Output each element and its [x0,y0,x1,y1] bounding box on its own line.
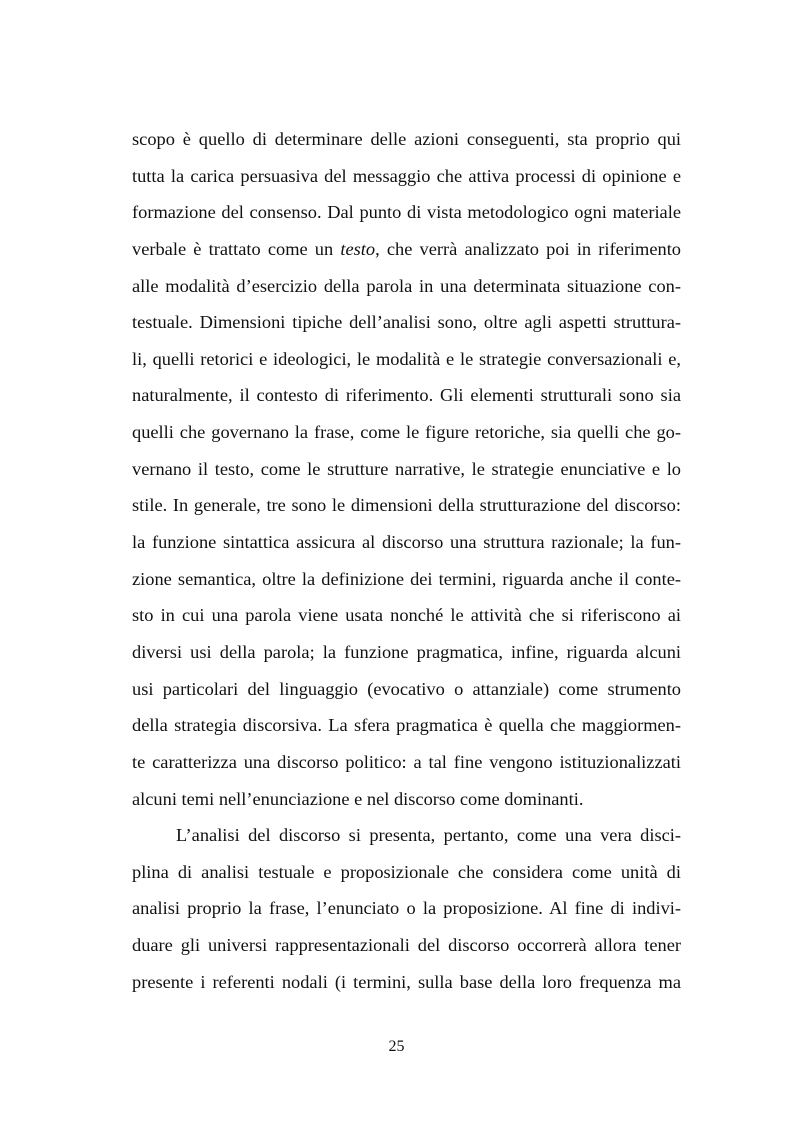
text-line: testuale. Dimensioni tipiche dell’analisi sono, oltre agli aspetti struttura- [132,312,681,333]
text-line: zione semantica, oltre la definizione dei termini, riguarda anche il conte- [132,568,681,589]
text-line: sto in cui una parola viene usata nonché le attività che si riferiscono ai [132,605,681,626]
text-line: formazione del consenso. Dal punto di vista metodologico ogni materiale [132,202,681,223]
text-line: presente i referenti nodali (i termini, sulla base della loro frequenza ma [132,971,681,992]
text-line: della strategia discorsiva. La sfera pragmatica è quella che maggiormen- [132,715,681,736]
text-line: usi particolari del linguaggio (evocativo o attanziale) come strumento [132,678,681,699]
text-line: alcuni temi nell’enunciazione e nel discorso come dominanti. [132,788,584,809]
text-line: te caratterizza una discorso politico: a tal fine vengono istituzionalizzati [132,751,681,772]
text-line: tutta la carica persuasiva del messaggio che attiva processi di opinione e [132,165,681,186]
text-line: duare gli universi rappresentazionali del discorso occorrerà allora tener [132,935,681,956]
text-line: plina di analisi testuale e proposizionale che considera come unità di [132,861,681,882]
text-line: diversi usi della parola; la funzione pragmatica, infine, riguarda alcuni [132,641,681,662]
body-text [132,121,681,1000]
text-line: scopo è quello di determinare delle azioni conseguenti, sta proprio qui [132,129,681,149]
text-line: alle modalità d’esercizio della parola in una determinata situazione con- [132,275,681,296]
text-line: quelli che governano la frase, come le figure retoriche, sia quelli che go- [132,422,681,443]
text-line: verbale è trattato come un testo, che verrà analizzato poi in riferimento [132,238,681,259]
text-line: naturalmente, il contesto di riferimento. Gli elementi strutturali sono sia [132,385,681,406]
text-line: vernano il testo, come le strutture narrative, le strategie enunciative e lo [132,458,681,479]
text-line: la funzione sintattica assicura al discorso una struttura razionale; la fun- [132,532,681,553]
text-line: L’analisi del discorso si presenta, pertanto, come una vera disci- [176,825,681,846]
emphasized-term: testo [340,238,376,259]
text-line: li, quelli retorici e ideologici, le modalità e le strategie conversazionali e, [132,348,681,369]
page-number: 25 [388,1038,405,1055]
text-line: stile. In generale, tre sono le dimensioni della strutturazione del discorso: [132,495,681,516]
text-line: analisi proprio la frase, l’enunciato o la proposizione. Al fine di indivi- [132,898,681,919]
